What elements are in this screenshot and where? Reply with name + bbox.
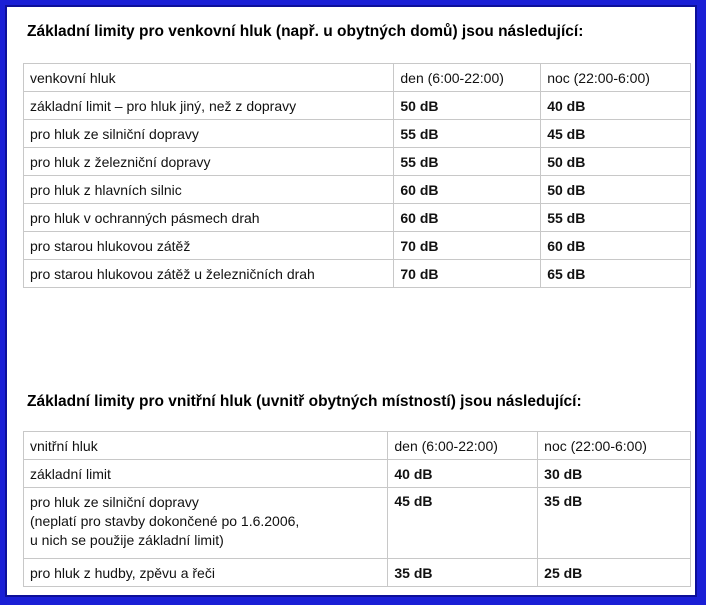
column-header: noc (22:00-6:00) — [541, 64, 691, 92]
column-header: noc (22:00-6:00) — [538, 432, 691, 460]
night-limit: 65 dB — [541, 260, 691, 288]
table-header-row — [24, 432, 691, 460]
day-limit: 50 dB — [394, 92, 541, 120]
day-limit: 55 dB — [394, 120, 541, 148]
column-header: vnitřní hluk — [24, 432, 388, 460]
outdoor-limits-table — [23, 63, 691, 288]
indoor-limits-heading: Základní limity pro vnitřní hluk (uvnitř obytných místností) jsou následující: — [27, 393, 582, 410]
row-label: pro hluk ze silniční dopravy — [24, 120, 394, 148]
row-label-line: pro hluk z hudby, zpěvu a řeči — [30, 564, 215, 581]
table-row — [24, 120, 691, 148]
night-limit: 55 dB — [541, 204, 691, 232]
row-label: pro hluk v ochranných pásmech drah — [24, 204, 394, 232]
row-label — [24, 559, 388, 587]
day-limit: 45 dB — [388, 488, 538, 559]
table-row — [24, 204, 691, 232]
table-row — [24, 92, 691, 120]
column-header: den (6:00-22:00) — [388, 432, 538, 460]
table-header-row — [24, 64, 691, 92]
table-row — [24, 176, 691, 204]
night-limit: 50 dB — [541, 148, 691, 176]
column-header: venkovní hluk — [24, 64, 394, 92]
night-limit: 30 dB — [538, 460, 691, 488]
table-row — [24, 232, 691, 260]
day-limit: 70 dB — [394, 260, 541, 288]
row-label-line: pro hluk ze silniční dopravy — [30, 494, 199, 510]
outdoor-limits-heading: Základní limity pro venkovní hluk (např. u obytných domů) jsou následující: — [27, 23, 584, 40]
row-label: základní limit – pro hluk jiný, než z dopravy — [24, 92, 394, 120]
row-label: pro hluk z hlavních silnic — [24, 176, 394, 204]
day-limit: 60 dB — [394, 176, 541, 204]
column-header: den (6:00-22:00) — [394, 64, 541, 92]
row-label-line: základní limit — [30, 465, 111, 482]
table-row — [24, 260, 691, 288]
indoor-limits-table — [23, 431, 691, 587]
row-label: pro starou hlukovou zátěž — [24, 232, 394, 260]
row-label: pro starou hlukovou zátěž u železničních drah — [24, 260, 394, 288]
night-limit: 45 dB — [541, 120, 691, 148]
day-limit: 40 dB — [388, 460, 538, 488]
table-row — [24, 148, 691, 176]
night-limit: 60 dB — [541, 232, 691, 260]
night-limit: 35 dB — [538, 488, 691, 559]
night-limit: 50 dB — [541, 176, 691, 204]
row-label-note: (neplatí pro stavby dokončené po 1.6.2006, — [30, 513, 300, 529]
row-label — [24, 460, 388, 488]
night-limit: 25 dB — [538, 559, 691, 587]
page-frame — [5, 5, 697, 597]
table-row — [24, 559, 691, 587]
row-label: pro hluk z železniční dopravy — [24, 148, 394, 176]
row-label — [24, 488, 388, 559]
table-row — [24, 460, 691, 488]
night-limit: 40 dB — [541, 92, 691, 120]
day-limit: 70 dB — [394, 232, 541, 260]
day-limit: 60 dB — [394, 204, 541, 232]
row-label-note: u nich se použije základní limit) — [30, 532, 224, 548]
table-row — [24, 488, 691, 559]
day-limit: 55 dB — [394, 148, 541, 176]
day-limit: 35 dB — [388, 559, 538, 587]
